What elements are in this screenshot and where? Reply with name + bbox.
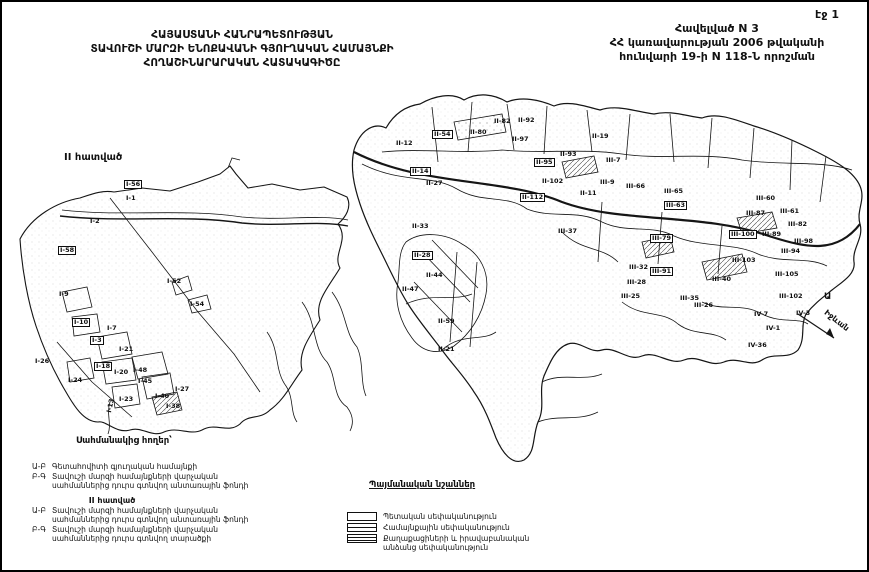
- parcel-label: II-28: [414, 251, 431, 259]
- parcel-label: III-66: [626, 182, 645, 190]
- border-text: Գետահովիտի գյուղական համայնքի: [52, 462, 198, 471]
- parcel-label: II-92: [518, 116, 535, 124]
- symbols-legend-header: Պայմանական նշաններ: [369, 480, 476, 490]
- legend-label: Քաղաքացիների և իրավաբանական անձանց սեփականություն: [383, 534, 530, 552]
- parcel-label: I-27: [175, 385, 190, 393]
- legend-row-state: [347, 512, 577, 521]
- parcel-label: IV-36: [748, 341, 767, 349]
- parcel-label: III-102: [779, 292, 803, 300]
- border-text: Տավուշի մարզի համայնքների վարչական: [52, 505, 218, 515]
- parcel-label: III-61: [780, 207, 799, 215]
- parcel-label: I-24: [68, 376, 83, 384]
- parcel-label: III-35: [680, 294, 699, 302]
- parcel-label: II-47: [402, 285, 419, 293]
- parcel-label: III-26: [694, 301, 713, 309]
- border-text-continuation: սահմաններից դուրս գտնվող տարածքի: [52, 534, 212, 543]
- parcel-label: III-82: [788, 220, 807, 228]
- parcel-label: III-105: [775, 270, 799, 278]
- left-map-section-label: II հատված: [64, 152, 123, 163]
- community-property-swatch-icon: [347, 523, 377, 532]
- parcel-label: II-11: [580, 189, 597, 197]
- parcel-label: III-89: [762, 230, 781, 238]
- legend-row-community: [347, 523, 577, 532]
- border-legend-item: [32, 472, 332, 482]
- parcel-label: I-58: [60, 246, 75, 254]
- parcel-label: I-45: [138, 377, 153, 385]
- private-property-swatch-icon: [347, 534, 377, 543]
- parcel-label: III-100: [731, 230, 755, 238]
- parcel-label: I-21: [119, 345, 134, 353]
- parcel-label: I-3: [92, 336, 102, 344]
- parcel-label: III-79: [652, 234, 671, 242]
- direction-marker: [818, 292, 869, 352]
- parcel-label: II-112: [522, 193, 544, 201]
- border-legend-item: [32, 506, 332, 516]
- title-line-3: ՀՈՂԱՇԻՆԱՐԱՐԱԿԱՆ ՀԱՏԱԿԱԳԻԾԸ: [143, 57, 341, 69]
- border-code: Բ-Գ: [32, 471, 46, 481]
- parcel-label: I-13: [105, 397, 116, 414]
- parcel-label: II-14: [412, 167, 429, 175]
- parcel-label: III-65: [664, 187, 683, 195]
- parcel-label: IV-3: [796, 309, 811, 317]
- parcel-label: II-12: [396, 139, 413, 147]
- parcel-label: II-82: [494, 117, 511, 125]
- border-code: Ա-Բ: [32, 462, 46, 471]
- parcel-label: I-20: [114, 368, 129, 376]
- symbols-legend: [347, 480, 577, 554]
- legend-row-private: [347, 534, 577, 552]
- page-number: էջ 1: [815, 8, 839, 21]
- parcel-label: I-10: [74, 318, 89, 326]
- parcel-label: III-40: [712, 275, 731, 283]
- parcel-label: II-33: [412, 222, 429, 230]
- border-legend: [32, 436, 332, 544]
- title-line-1: ՀԱՅԱՍՏԱՆԻ ՀԱՆՐԱՊԵՏՈՒԹՅԱՆ: [151, 29, 333, 41]
- parcel-label: III-32: [629, 263, 648, 271]
- parcel-label: I-18: [96, 362, 111, 370]
- border-text: Տավուշի մարզի համայնքների վարչական: [52, 471, 218, 481]
- parcel-label: I-23: [119, 395, 134, 403]
- parcel-label: I-40: [155, 392, 170, 400]
- state-property-swatch-icon: [347, 512, 377, 521]
- parcel-label: II-80: [470, 128, 487, 136]
- section2-header: II հատված: [88, 495, 136, 505]
- border-text-continuation: սահմաններից դուրս գտնվող անտառային ֆոնդի: [52, 481, 249, 490]
- parcel-label: I-56: [126, 180, 141, 188]
- parcel-label: III-98: [794, 237, 813, 245]
- parcel-label: III-25: [621, 292, 640, 300]
- parcel-label: III-37: [558, 227, 577, 235]
- border-text: Տավուշի մարզի համայնքների վարչական: [52, 524, 218, 534]
- parcel-label: I-54: [190, 300, 205, 308]
- parcel-label: I-9: [59, 290, 69, 298]
- parcel-label: II-59: [438, 317, 455, 325]
- parcel-label: III-103: [732, 256, 756, 264]
- parcel-label: III-60: [756, 194, 775, 202]
- parcel-label: III-63: [666, 201, 685, 209]
- parcel-label: I-52: [167, 277, 182, 285]
- legend-label: Պետական սեփականություն: [383, 512, 497, 521]
- border-legend-item: [32, 525, 332, 535]
- parcel-label: II-93: [560, 150, 577, 158]
- parcel-label: II-54: [434, 130, 451, 138]
- border-text-continuation: սահմաններից դուրս գտնվող անտառային ֆոնդի: [52, 515, 249, 524]
- parcel-label: I-48: [133, 366, 148, 374]
- parcel-label: I-7: [107, 324, 117, 332]
- parcel-label: III-94: [781, 247, 800, 255]
- parcel-label: II-19: [592, 132, 609, 140]
- parcel-label: II-44: [426, 271, 443, 279]
- direction-letter: Ա: [824, 292, 832, 302]
- appendix-line-3: հունվարի 19-ի N 118-Ն որոշման: [619, 50, 815, 63]
- parcel-label: III-87: [746, 209, 765, 217]
- direction-place: Իջևան: [822, 308, 851, 333]
- parcel-label: I-2: [90, 217, 100, 225]
- parcel-label: IV-1: [766, 324, 781, 332]
- border-legend-header: Սահմանակից հողեր՝: [76, 436, 172, 446]
- legend-label: Համայնքային սեփականություն: [383, 523, 510, 532]
- parcel-label: III-7: [606, 156, 621, 164]
- parcel-label: I-1: [126, 194, 136, 202]
- appendix-line-2: ՀՀ կառավարության 2006 թվականի: [609, 36, 825, 49]
- border-legend-item: [32, 462, 332, 472]
- parcel-label: IV-7: [754, 310, 769, 318]
- border-code: Բ-Գ: [32, 524, 46, 534]
- parcel-label: II-27: [426, 179, 443, 187]
- parcel-label: I-38: [166, 402, 181, 410]
- title-line-2: ՏԱՎՈՒՇԻ ՄԱՐԶԻ ԵՆՈՔԱՎԱՆԻ ԳՅՈՒՂԱԿԱՆ ՀԱՄԱՅՆՔԻ: [90, 43, 394, 55]
- border-code: Ա-Բ: [32, 505, 46, 515]
- parcel-label: II-102: [542, 177, 564, 185]
- parcel-label: III-28: [627, 278, 646, 286]
- parcel-label: III-91: [652, 267, 671, 275]
- parcel-label: II-95: [536, 158, 553, 166]
- parcel-label: III-9: [600, 178, 615, 186]
- parcel-label: II-21: [438, 345, 455, 353]
- parcel-label: I-26: [35, 357, 50, 365]
- appendix-line-1: Հավելված N 3: [675, 22, 759, 35]
- parcel-label: II-97: [512, 135, 529, 143]
